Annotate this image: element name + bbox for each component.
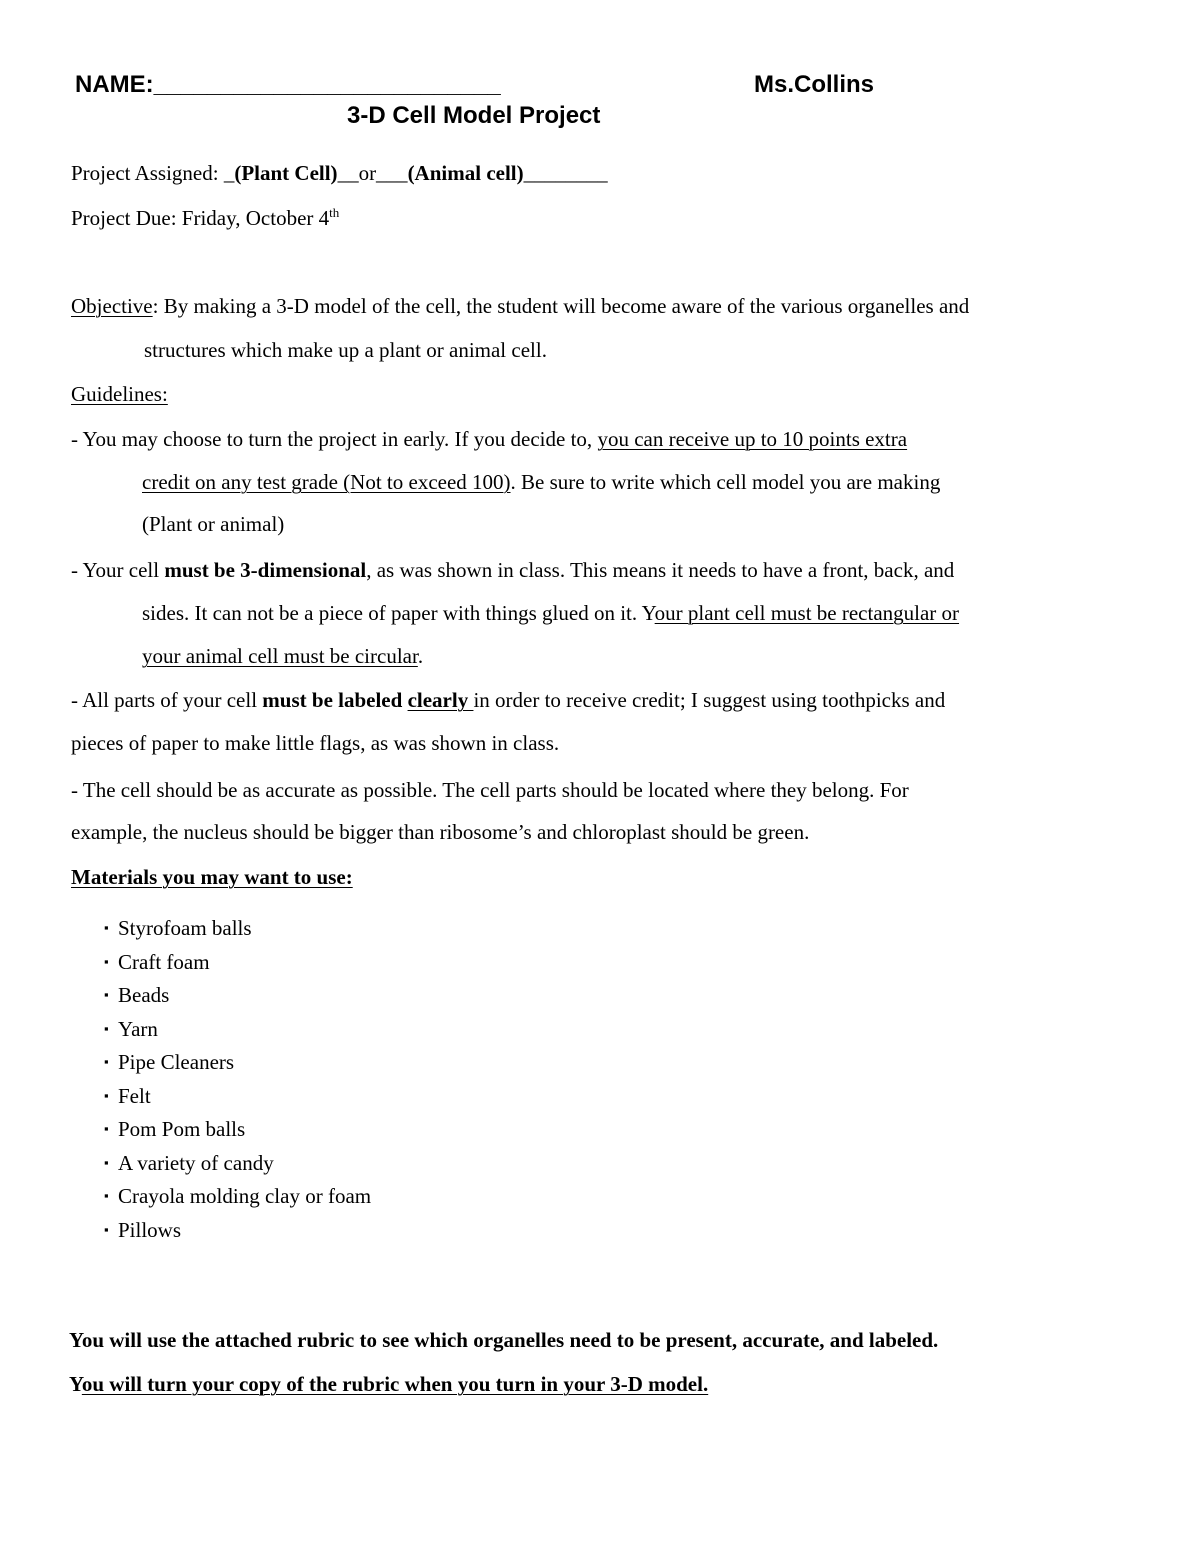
guideline-4-line-1: - The cell should be as accurate as possible. The cell parts should be located where they belong. For	[71, 778, 909, 802]
bullet-icon: ▪	[104, 1221, 109, 1237]
list-item	[104, 950, 371, 984]
bullet-icon: ▪	[104, 1054, 109, 1069]
objective-label: Objective	[71, 294, 153, 318]
material-label: Beads	[118, 983, 170, 1007]
bullet-icon: ▪	[104, 1020, 109, 1036]
name-blank: __________________________	[153, 71, 501, 98]
guideline-1-underlined-2: credit on any test grade (Not to exceed 100)	[142, 470, 511, 494]
bullet-icon: ▪	[104, 920, 109, 935]
material-label: Craft foam	[118, 949, 210, 974]
guideline-2-period: .	[417, 644, 424, 668]
guideline-1-line-3: (Plant or animal)	[142, 512, 285, 536]
list-item	[104, 1184, 371, 1218]
guideline-1-text-2: . Be sure to write which cell model you are making	[510, 470, 941, 494]
material-label: Styrofoam balls	[118, 916, 252, 940]
objective-text-1: : By making a 3-D model of the cell, the student will become aware of the various organelles and	[152, 294, 970, 318]
due-superscript: th	[329, 205, 340, 220]
guideline-4-line-2: example, the nucleus should be bigger than ribosome’s and chloroplast should be green.	[71, 820, 810, 844]
list-item	[104, 983, 371, 1017]
bullet-icon: ▪	[104, 987, 109, 1002]
rubric-note-underlined: ou will turn your copy of the rubric when you turn in your 3-D model.	[81, 1372, 709, 1396]
guideline-2-text: - Your cell	[71, 558, 165, 582]
guideline-3-text: - All parts of your cell	[71, 688, 263, 712]
trail-blank: ________	[523, 161, 608, 185]
bullet-icon: ▪	[104, 1087, 109, 1103]
project-assigned-line	[71, 163, 608, 184]
guideline-2-line-1	[71, 560, 954, 581]
guideline-2-text-2: , as was shown in class. This means it needs to have a front, back, and	[366, 558, 955, 582]
guideline-2-underlined: our plant cell must be rectangular or	[654, 601, 960, 625]
guideline-3-line-2: pieces of paper to make little flags, as was shown in class.	[71, 731, 560, 755]
list-item	[104, 1017, 371, 1051]
guideline-2-underlined-2: your animal cell must be circular	[142, 644, 418, 668]
guideline-2-text-3: sides. It can not be a piece of paper with things glued on it. Y	[142, 601, 655, 625]
assigned-label: Project Assigned: _	[71, 161, 235, 185]
material-label: Yarn	[118, 1016, 158, 1041]
name-line	[75, 71, 501, 99]
list-item	[104, 1117, 371, 1151]
material-label: Pipe Cleaners	[118, 1050, 235, 1074]
bullet-icon: ▪	[104, 1188, 109, 1203]
material-label: Crayola molding clay or foam	[118, 1184, 372, 1208]
guideline-2-line-3	[142, 646, 423, 667]
page-title: 3-D Cell Model Project	[347, 102, 601, 129]
bullet-icon: ▪	[104, 953, 109, 969]
plant-cell-option: (Plant Cell)	[234, 161, 338, 185]
bullet-icon: ▪	[104, 1154, 109, 1170]
animal-cell-option: (Animal cell)	[407, 161, 524, 185]
materials-heading: Materials you may want to use:	[71, 865, 353, 889]
list-item	[104, 916, 371, 950]
materials-list	[104, 916, 371, 1251]
list-item	[104, 1151, 371, 1185]
rubric-note-first-letter: Y	[69, 1372, 82, 1396]
name-label: NAME:	[75, 71, 154, 98]
list-item	[104, 1218, 371, 1252]
guideline-1-underlined: you can receive up to 10 points extra	[597, 427, 908, 451]
rubric-note-line-2	[69, 1374, 708, 1395]
material-label: A variety of candy	[118, 1150, 274, 1175]
guideline-2-line-2	[142, 603, 959, 624]
objective-line-1	[71, 296, 969, 317]
guideline-1-text: - You may choose to turn the project in early. If you decide to,	[71, 427, 598, 451]
project-due-line	[71, 205, 340, 230]
guideline-3-bold-underlined: clearly	[407, 688, 474, 712]
teacher-name: Ms.Collins	[754, 71, 875, 98]
guideline-3-line-1	[71, 690, 945, 711]
material-label: Felt	[118, 1083, 151, 1108]
or-separator: __or___	[337, 161, 408, 185]
guideline-3-text-2: in order to receive credit; I suggest using toothpicks and	[473, 688, 946, 712]
due-label: Project Due: Friday, October 4	[71, 206, 330, 230]
rubric-note-line-1: You will use the attached rubric to see which organelles need to be present, accurate, and labeled.	[69, 1328, 939, 1352]
guideline-2-bold: must be 3-dimensional	[164, 558, 367, 582]
list-item	[104, 1084, 371, 1118]
guideline-1-line-1	[71, 429, 907, 450]
material-label: Pillows	[118, 1217, 182, 1242]
guideline-1-line-2	[142, 472, 940, 493]
bullet-icon: ▪	[104, 1121, 109, 1136]
material-label: Pom Pom balls	[118, 1117, 246, 1141]
objective-line-2: structures which make up a plant or animal cell.	[144, 338, 547, 362]
guidelines-label: Guidelines:	[71, 382, 168, 406]
guideline-3-bold: must be labeled	[262, 688, 408, 712]
list-item	[104, 1050, 371, 1084]
